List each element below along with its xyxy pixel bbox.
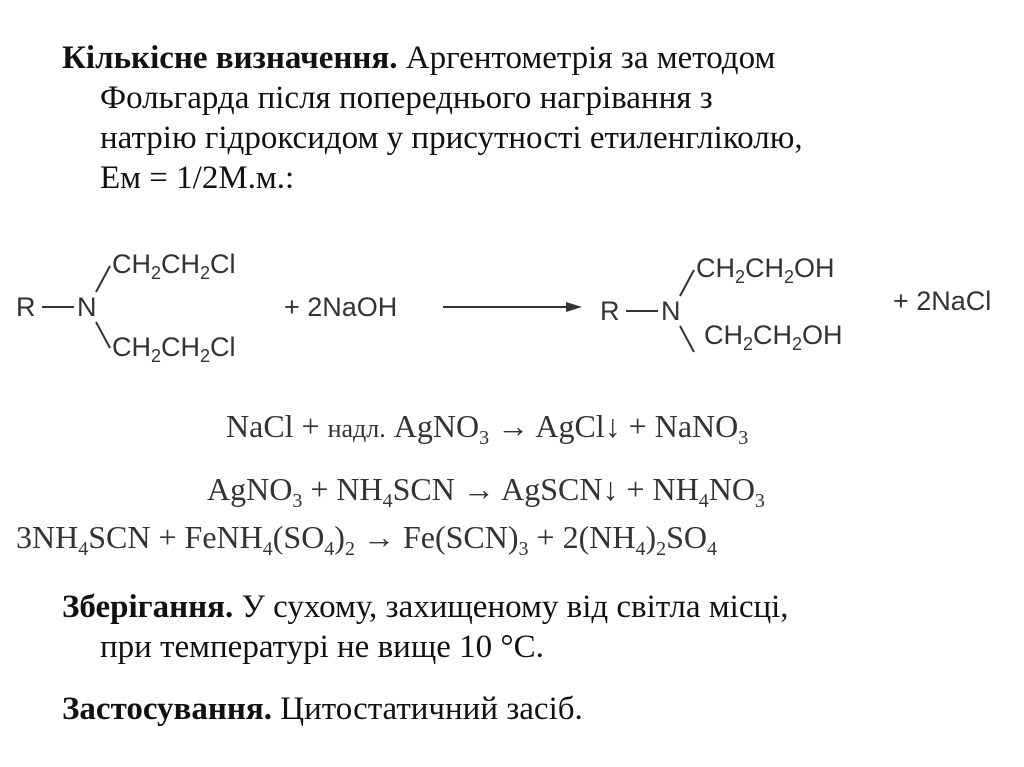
right-top-chain: $CH_2CH_2OH$ (696, 253, 835, 287)
left-R: R (16, 292, 36, 322)
left-n-bottom-bond (96, 322, 110, 348)
usage-paragraph (62, 689, 583, 729)
right-N: N (661, 296, 681, 326)
quant-line1: Аргентометрія за методом (397, 40, 776, 76)
storage-line1: У сухому, захищеному від світла місці, (233, 589, 789, 625)
product-nacl: + 2NaCl (893, 286, 992, 316)
storage-title: Зберігання. (62, 589, 234, 625)
equation-2: AgNO$_3$ + $NH_4SCN$ → AgSCN↓ + $NH_4NO_3$ (207, 471, 765, 512)
quant-title: Кількісне визначення. (62, 40, 398, 76)
quant-line4: Ем = 1/2М.м.: (100, 160, 295, 196)
reagent-naoh: + 2NaOH (284, 292, 398, 322)
equation-3: $3NH_4SCN$ + $FeNH_4(SO_4)_2 \to Fe(SCN)_3 + 2(NH_4)_2SO_4$ (16, 519, 717, 560)
storage-line2: при температурі не вище 10 °С. (100, 629, 544, 665)
equation-1: NaCl + надл. AgNO$_3$ → AgCl↓ + NaNO$_3$ (226, 408, 749, 449)
right-n-top-bond (680, 270, 694, 296)
left-bottom-chain: $CH_2CH_2Cl$ (112, 332, 236, 366)
reaction-arrow-head (566, 302, 582, 312)
right-bottom-chain: $CH_2CH_2OH$ (704, 320, 843, 354)
left-N: N (77, 292, 97, 322)
left-n-top-bond (96, 266, 110, 292)
quant-line2: Фольгарда після попереднього нагрівання з (100, 80, 713, 116)
right-n-bottom-bond (680, 326, 694, 352)
usage-text: Цитостатичний засіб. (272, 691, 583, 727)
quant-line3: натрію гідроксидом у присутності етиленгліколю, (100, 120, 803, 156)
storage-paragraph (62, 587, 789, 667)
usage-title: Застосування. (62, 691, 273, 727)
left-top-chain: $CH_2CH_2Cl$ (112, 249, 236, 283)
right-R: R (600, 296, 620, 326)
